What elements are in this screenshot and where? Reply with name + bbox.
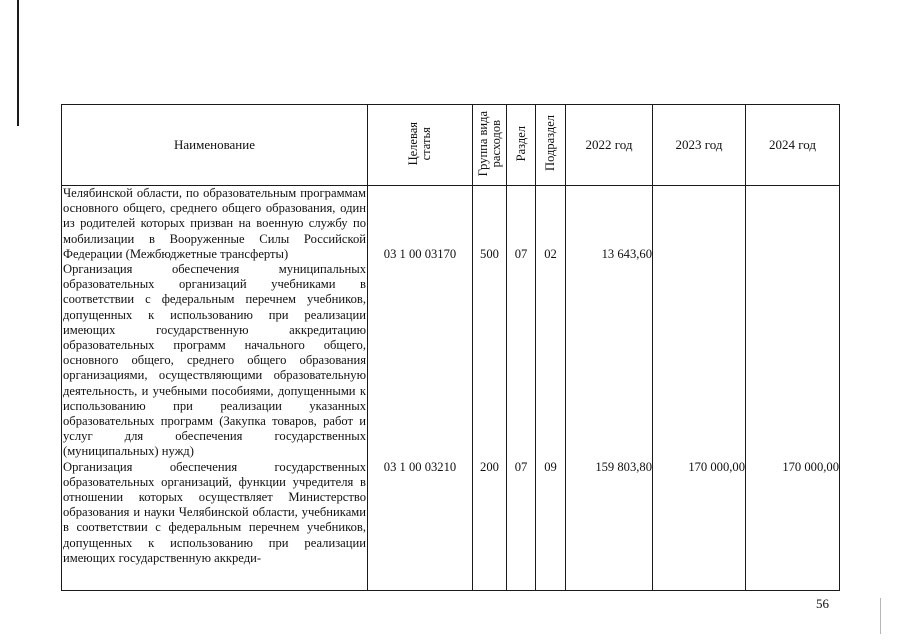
binding-line — [17, 0, 19, 126]
header-name: Наименование — [62, 105, 368, 186]
amount-2023-cell — [653, 186, 746, 591]
header-row — [62, 105, 840, 186]
amount-2022-cell — [566, 186, 653, 591]
table-row — [62, 186, 840, 591]
section-cell — [507, 186, 536, 591]
row-name: Челябинской области, по образовательным программам основного общего, среднего общего образования, один из родителей которых призван на военную службу по мобилизации в Вооруженные Силы Российской Федерации (Межбюджетные трансферты) — [63, 186, 366, 261]
header-subsection-text: Подраздел — [543, 115, 557, 172]
row-name: Организация обеспечения государственных образовательных организаций, функции учредителя в отношении которых осуществляет Министерство образования и науки Челябинской области, учебниками в соответствии с федеральным перечнем учебников, допущенных к использованию при реализации имеющих государственную аккреди- — [63, 459, 366, 565]
name-cell — [62, 186, 368, 591]
page-number: 56 — [816, 596, 829, 611]
header-target-article — [368, 105, 473, 186]
amount-2022-value: 13 643,60 — [601, 246, 652, 261]
amount-2023-value: 170 000,00 — [688, 459, 745, 474]
subsection-cell — [536, 186, 566, 591]
amount-2022-value: 159 803,80 — [595, 459, 652, 474]
amount-2023-value — [653, 247, 745, 262]
header-2023: 2023 год — [653, 105, 746, 186]
header-2022: 2022 год — [566, 105, 653, 186]
section-value: 07 — [514, 459, 528, 474]
header-expense-group — [473, 105, 507, 186]
header-expense-group-text: Группа вида расходов — [475, 110, 503, 177]
amount-2024-value: 170 000,00 — [782, 459, 839, 474]
expense-group-value: 500 — [480, 246, 499, 261]
budget-table — [61, 104, 840, 591]
expense-group-value: 200 — [480, 459, 499, 474]
scan-edge-mark — [880, 598, 881, 634]
subsection-value: 09 — [544, 459, 557, 474]
header-2024: 2024 год — [746, 105, 840, 186]
name-block — [62, 186, 367, 566]
header-section — [507, 105, 536, 186]
row-name: Организация обеспечения муниципальных образовательных организаций учебниками в соответствии с федеральным перечнем учебников, допущенных к использованию при реализации имеющих государственную аккредитацию образовательных программ начального общего, основного общего, среднего общего образования организациями, осуществляющими образовательную деятельность, и учебными пособиями, допущенными к использованию при реализации указанных образовательных программ (Закупка товаров, работ и услуг для обеспечения государственных (муниципальных) нужд) — [63, 262, 366, 459]
amount-2024-value — [746, 247, 839, 262]
target-article-value: 03 1 00 03210 — [383, 459, 457, 474]
expense-group-cell — [473, 186, 507, 591]
header-target-article-text: Целевая статья — [406, 121, 433, 166]
target-article-cell — [368, 186, 473, 591]
section-value: 07 — [514, 246, 528, 261]
header-section-text: Раздел — [513, 125, 528, 162]
header-subsection — [536, 105, 566, 186]
amount-2024-cell — [746, 186, 840, 591]
target-article-value: 03 1 00 03170 — [383, 246, 457, 261]
subsection-value: 02 — [544, 246, 557, 261]
